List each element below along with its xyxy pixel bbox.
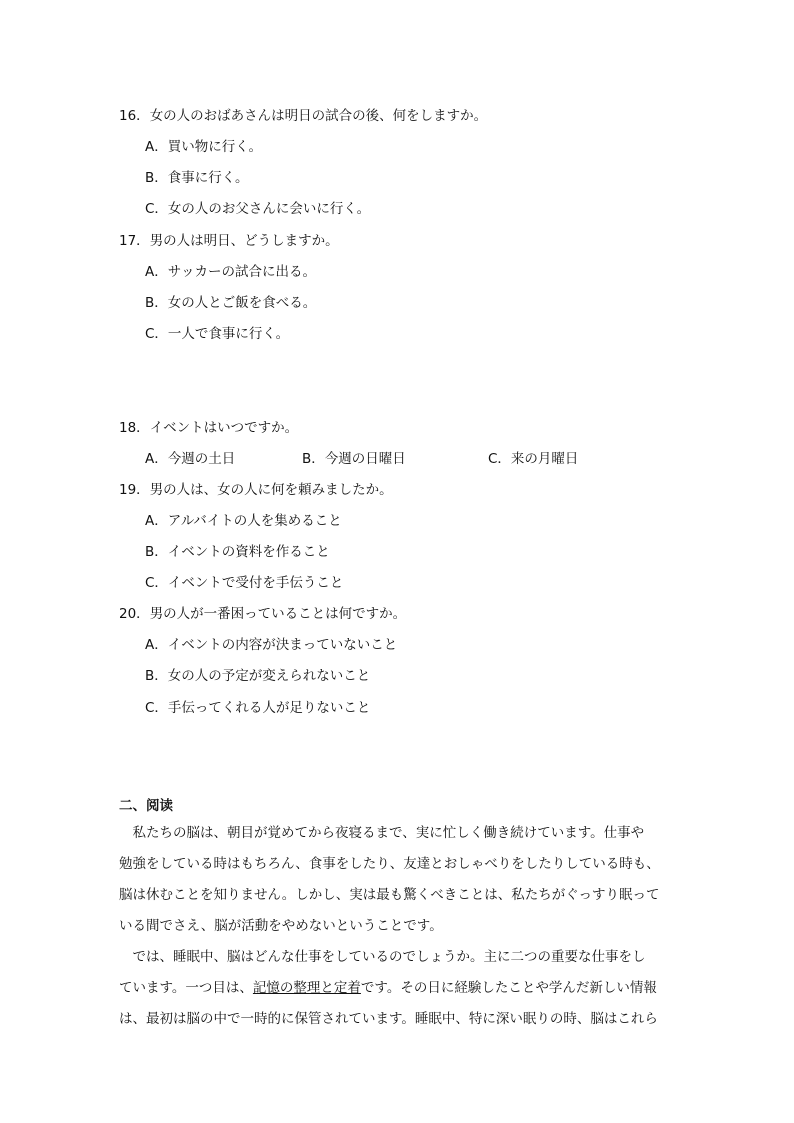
option-18b: B．今週の日曜日 [302, 451, 406, 467]
question-number: 16． [119, 108, 150, 124]
text-segment: ています。一つ目は、 [119, 980, 253, 996]
paragraph-line: は、最初は脳の中で一時的に保管されています。睡眠中、特に深い眠りの時、脳はこれら [119, 1011, 658, 1027]
option-20c: C．手伝ってくれる人が足りないこと [145, 700, 371, 716]
option-19b: B．イベントの資料を作ること [145, 544, 330, 560]
question-17 [119, 229, 339, 249]
question-18 [119, 416, 298, 436]
option-19a: A．アルバイトの人を集めること [145, 513, 342, 529]
option-16b: B．食事に行く。 [145, 170, 249, 186]
section-title: 二、阅读 [119, 798, 173, 814]
paragraph-line: 私たちの脳は、朝目が覚めてから夜寝るまで、実に忙しく働き続けています。仕事や [119, 825, 645, 841]
question-16 [119, 104, 487, 124]
option-18a: A．今週の土日 [145, 451, 236, 467]
option-17a: A．サッカーの試合に出る。 [145, 264, 316, 280]
question-text: イベントはいつですか。 [149, 420, 299, 436]
option-19c: C．イベントで受付を手伝うこと [145, 575, 344, 591]
underlined-phrase: 記憶の整理と定着 [252, 980, 361, 996]
paragraph-line [119, 976, 679, 996]
question-text: 男の人は明日、どうしますか。 [149, 233, 339, 249]
option-16c: C．女の人のお父さんに会いに行く。 [145, 201, 371, 217]
question-number: 20． [119, 606, 150, 622]
option-17b: B．女の人とご飯を食べる。 [145, 295, 317, 311]
paragraph-line: いる間でさえ、脳が活動をやめないということです。 [119, 918, 443, 934]
text-segment: です。その日に経験したことや学んだ新しい情報 [360, 980, 657, 996]
option-20a: A．イベントの内容が決まっていないこと [145, 637, 398, 653]
question-text: 男の人は、女の人に何を頼みましたか。 [149, 482, 393, 498]
option-18c: C．来の月曜日 [488, 451, 579, 467]
paragraph-line: では、睡眠中、脳はどんな仕事をしているのでしょうか。主に二つの重要な仕事をし [119, 949, 646, 965]
paragraph-line: 脳は休むことを知りません。しかし、実は最も驚くべきことは、私たちがぐっすり眠って [119, 887, 660, 903]
question-number: 18． [119, 420, 150, 436]
option-20b: B．女の人の予定が変えられないこと [145, 668, 371, 684]
question-number: 17． [119, 233, 150, 249]
question-text: 男の人が一番困っていることは何ですか。 [149, 606, 407, 622]
paragraph-line: 勉強をしている時はもちろん、食事をしたり、友達とおしゃべりをしたりしている時も、 [119, 856, 660, 872]
question-text: 女の人のおばあさんは明日の試合の後、何をしますか。 [149, 108, 488, 124]
option-17c: C．一人で食事に行く。 [145, 326, 290, 342]
question-20 [119, 602, 406, 622]
option-16a: A．買い物に行く。 [145, 139, 262, 155]
question-19 [119, 478, 393, 498]
question-number: 19． [119, 482, 150, 498]
